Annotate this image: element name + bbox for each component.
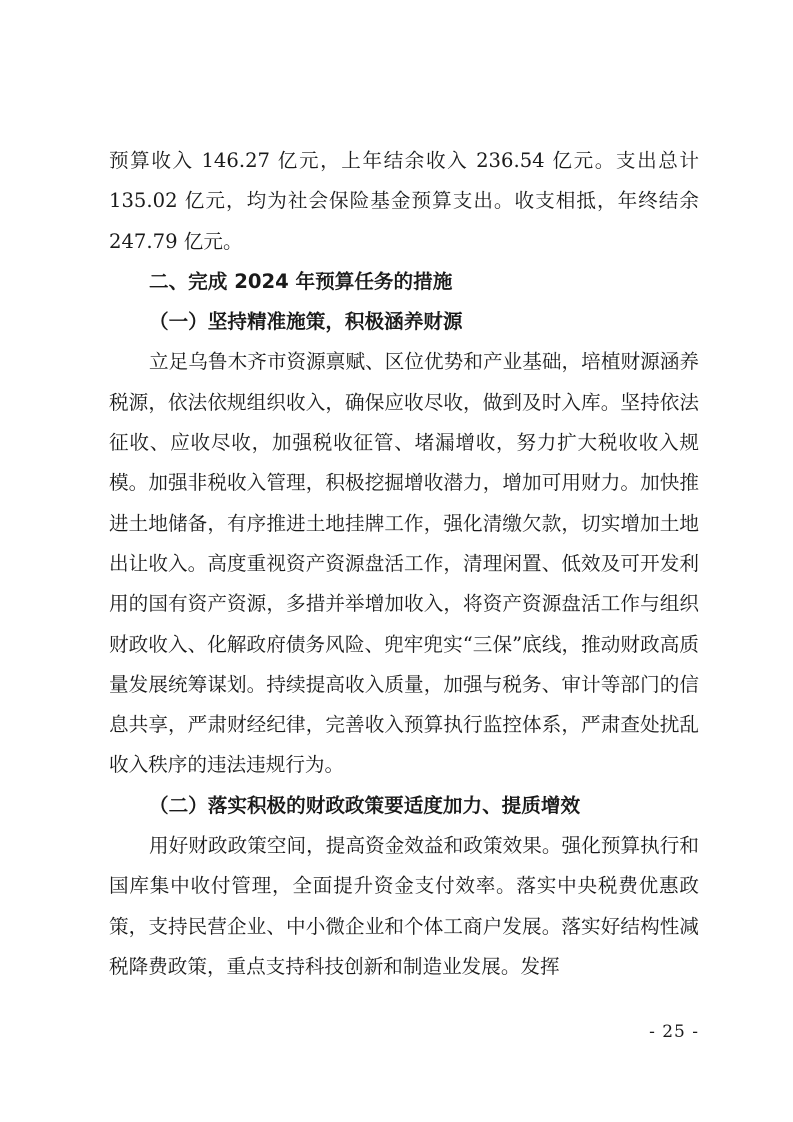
- paragraph-revenue-measures: 立足乌鲁木齐市资源禀赋、区位优势和产业基础，培植财源涵养税源，依法依规组织收入，确保应收尽收，做到及时入库。坚持依法征收、应收尽收，加强税收征管、堵漏增收，努力扩大税收收入规模。加强非税收入管理，积极挖掘增收潜力，增加可用财力。加快推进土地储备，有序推进土地挂牌工作，强化清缴欠款，切实增加土地出让收入。高度重视资产资源盘活工作，清理闲置、低效及可开发利用的国有资产资源，多措并举增加收入，将资产资源盘活工作与组织财政收入、化解政府债务风险、兜牢兜实“三保”底线，推动财政高质量发展统筹谋划。持续提高收入质量，加强与税务、审计等部门的信息共享，严肃财经纪律，完善收入预算执行监控体系，严肃查处扰乱收入秩序的违法违规行为。: [109, 350, 699, 777]
- page-number: - 25 -: [649, 1022, 699, 1042]
- paragraph-fiscal-policy: 用好财政政策空间，提高资金效益和政策效果。强化预算执行和国库集中收付管理，全面提升资金支付效率。落实中央税费优惠政策，支持民营企业、中小微企业和个体工商户发展。落实好结构性减税降费政策，重点支持科技创新和制造业发展。发挥: [109, 834, 699, 978]
- subheading-revenue: （一）坚持精准施策，积极涵养财源: [149, 310, 463, 334]
- document-body: [109, 141, 699, 987]
- subheading-fiscal-policy: （二）落实积极的财政政策要适度加力、提质增效: [149, 793, 581, 817]
- section-heading: 二、完成 2024 年预算任务的措施: [149, 269, 453, 293]
- paragraph-budget-summary: 预算收入 146.27 亿元，上年结余收入 236.54 亿元。支出总计 135.02 亿元，均为社会保险基金预算支出。收支相抵，年终结余 247.79 亿元。: [109, 149, 699, 253]
